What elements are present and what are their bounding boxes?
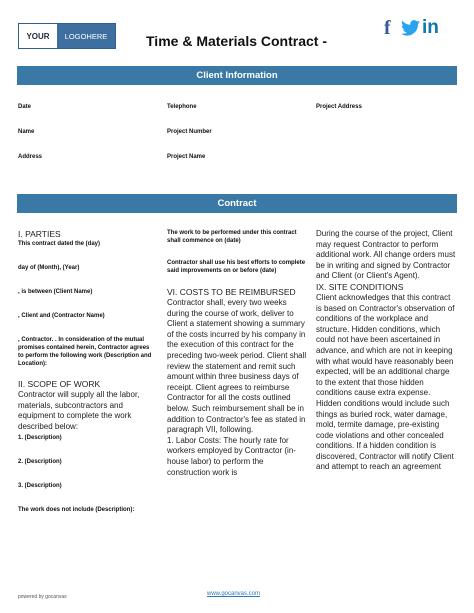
scope-item-1: 1. (Description) bbox=[18, 435, 62, 442]
linkedin-icon[interactable]: in bbox=[422, 17, 439, 38]
contract-band: Contract bbox=[17, 194, 457, 213]
scope-item-3: 3. (Description) bbox=[18, 483, 62, 490]
scope-item-2: 2. (Description) bbox=[18, 459, 62, 466]
logo-placeholder bbox=[18, 23, 116, 49]
labor-costs-text: 1. Labor Costs: The hourly rate for workers employed by Contractor (in-house labor) to perform the construction work is bbox=[167, 435, 296, 477]
change-orders-text: During the course of the project, Client may request Contractor to perform additional work. All change orders must be in writing and signed by Contractor and Client (or Client's Agent). bbox=[316, 229, 456, 281]
project-number-label: Project Number bbox=[167, 129, 212, 135]
address-label: Address bbox=[18, 154, 43, 160]
commence-line: The work to be performed under this contract shall commence on (date) bbox=[167, 230, 297, 244]
parties-month-line: day of (Month), (Year) bbox=[18, 265, 80, 271]
completion-line: Contractor shall use his best efforts to complete said improvements on or before (date) bbox=[167, 260, 306, 274]
parties-heading: I. PARTIES bbox=[18, 229, 61, 239]
scope-heading: II. SCOPE OF WORK bbox=[18, 379, 101, 389]
telephone-label: Telephone bbox=[167, 104, 197, 110]
document-title: Time & Materials Contract - bbox=[146, 33, 328, 49]
contract-column-3 bbox=[316, 229, 457, 473]
scope-text: Contractor will supply all the labor, materials, subcontractors and equipment to complete the work described below: bbox=[18, 390, 140, 431]
twitter-icon[interactable] bbox=[401, 19, 420, 42]
site-conditions-text: Client acknowledges that this contract is based on Contractor's observation of conditions of the workplace and structure. Hidden conditions, which could not have been ascertained in advance, and which are not in keeping with what would have reasonably been expected, will be an additional charge to the extent that those hidden conditions cause extra expense. Hidden conditions would include such things as buried rock, water damage, mold, termite damage, pre-existing code violations and other concealed conditions. If a hidden condition is discovered, Contractor will notify Client and attempt to reach an agreement bbox=[316, 292, 455, 472]
date-label: Date bbox=[18, 104, 32, 110]
contract-column-2 bbox=[167, 229, 307, 478]
costs-heading: VI. COSTS TO BE REIMBURSED bbox=[167, 287, 296, 297]
parties-client-line: , is between (Client Name) bbox=[18, 289, 93, 295]
project-address-label: Project Address bbox=[316, 104, 362, 110]
parties-date-line: This contract dated the (day) bbox=[18, 241, 101, 247]
project-name-label: Project Name bbox=[167, 154, 206, 160]
costs-text: Contractor shall, every two weeks during the course of work, deliver to Client a statement showing a summary of the costs incurred by his company in the execution of this contract for the preceding two-week period. Client shall review the statement and remit such amount within three business days of receipt. Client agrees to reimburse Contractor for all the costs outlined below. Such reimbursement shall be in addition to Contractor's fee as stated in paragraph VII, following. bbox=[167, 298, 307, 435]
scope-not-include: The work does not include (Description): bbox=[18, 507, 135, 514]
parties-contractor-line: , Client and (Contractor Name) bbox=[18, 313, 105, 319]
site-conditions-heading: IX. SITE CONDITIONS bbox=[316, 281, 404, 292]
powered-by: powered by gocanvas bbox=[18, 594, 67, 600]
logo-here-line2: HERE bbox=[86, 31, 108, 41]
contract-column-1 bbox=[18, 229, 154, 514]
footer-url-link[interactable]: www.gocanvas.com bbox=[207, 591, 261, 597]
parties-consideration: , Contractor. . In consideration of the mutual promises contained herein, Contractor agrees to perform the following work (Description and Location): bbox=[18, 337, 152, 367]
logo-here-text bbox=[57, 24, 115, 48]
logo-your-text: YOUR bbox=[19, 24, 57, 48]
logo-here-line1: LOGO bbox=[64, 31, 87, 41]
facebook-icon[interactable]: f bbox=[384, 17, 391, 39]
name-label: Name bbox=[18, 129, 35, 135]
client-information-band: Client Information bbox=[17, 66, 457, 85]
